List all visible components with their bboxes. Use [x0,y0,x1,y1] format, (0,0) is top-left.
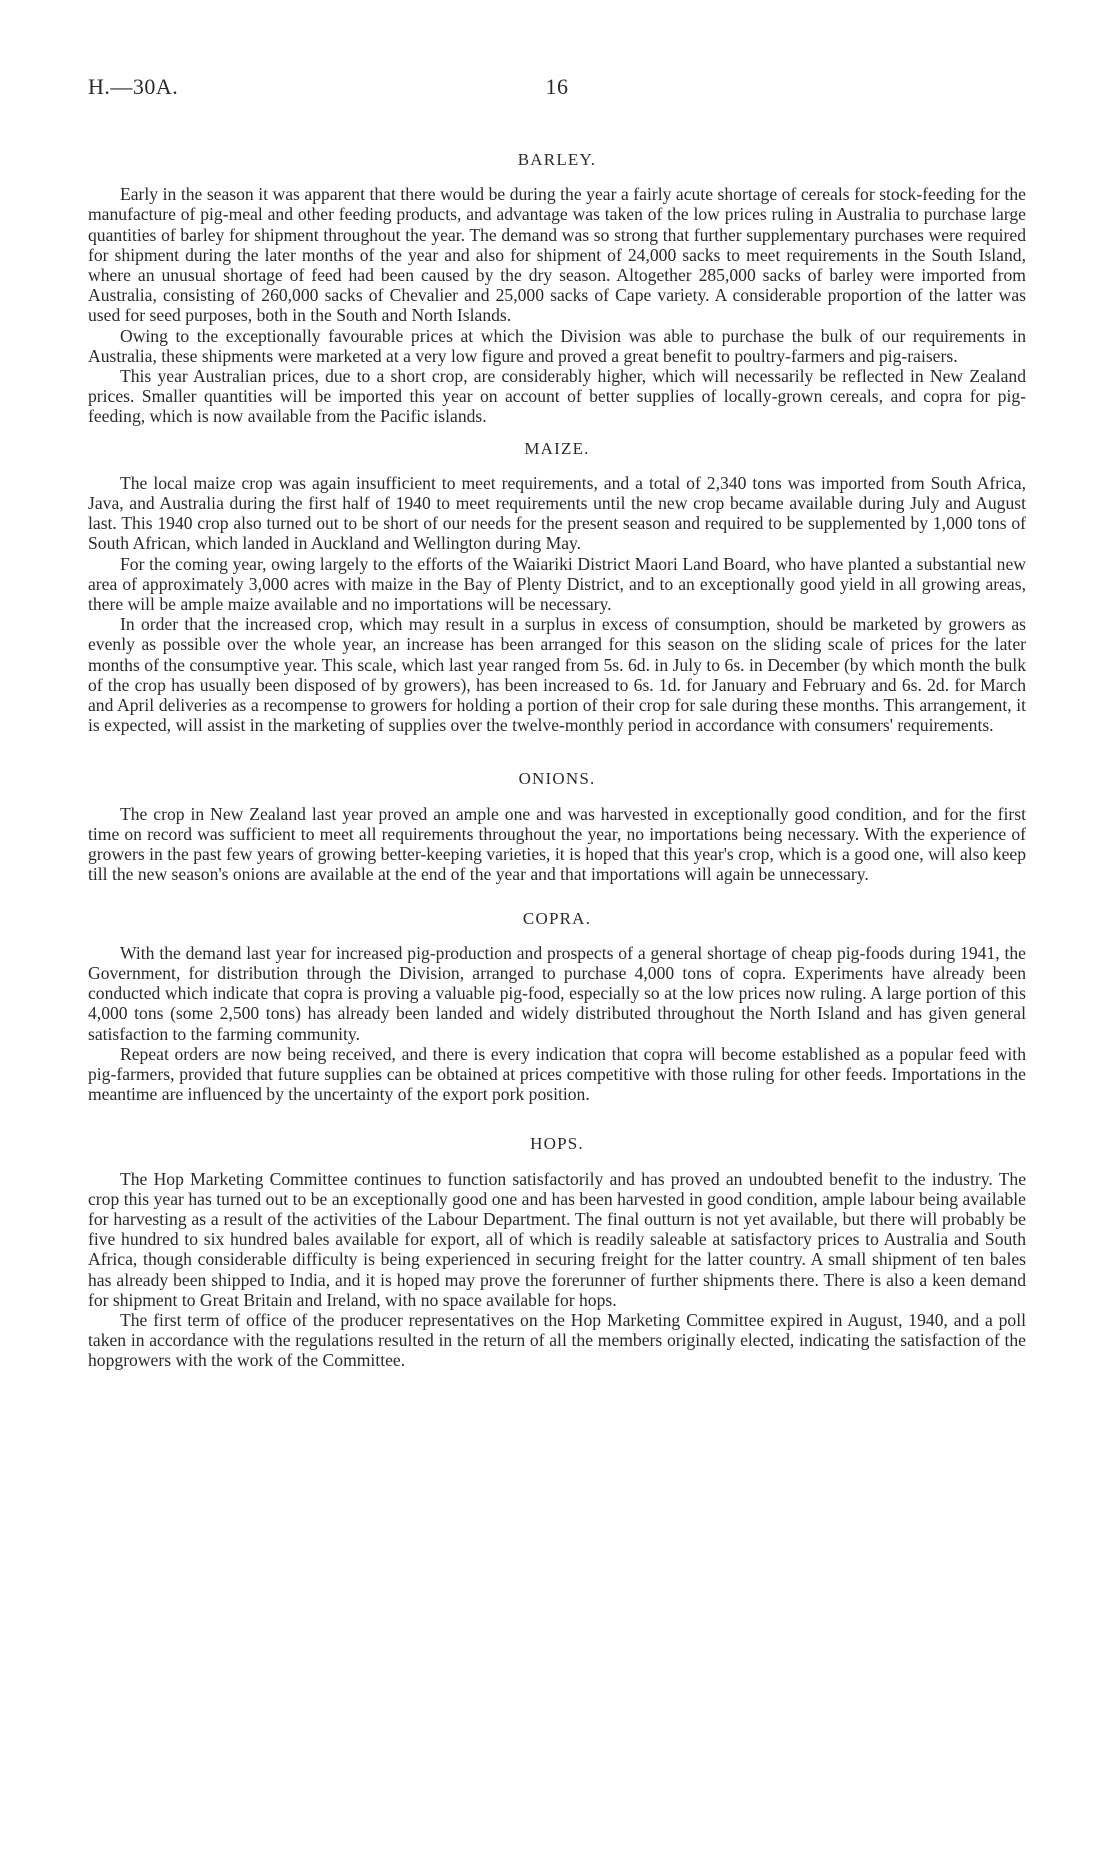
document-reference: H.—30A. [88,74,179,99]
section-copra [88,909,1026,1105]
paragraph: Repeat orders are now being received, and there is every indication that copra will become established as a popular feed with pig-farmers, provided that future supplies can be obtained at prices competitive with those ruling for other feeds. Importations in the meantime are influenced by the uncertainty of the export pork position. [88,1043,1026,1105]
section-maize [88,439,1026,736]
paragraph: For the coming year, owing largely to the efforts of the Waiariki District Maori Land Board, who have planted a substantial new area of approximately 3,000 acres with maize in the Bay of Plenty District, and to an exceptionally good yield in all growing areas, there will be ample maize available and no importations will be necessary. [88,553,1026,615]
paragraph: Early in the season it was apparent that there would be during the year a fairly acute shortage of cereals for stock-feeding for the manufacture of pig-meal and other feeding products, and advantage was taken of the low prices ruling in Australia to purchase large quantities of barley for shipment throughout the year. The demand was so strong that further supplementary purchases were required for shipment during the later months of the year and also for shipment of 24,000 sacks to meet requirements in the South Island, where an unusual shortage of feed had been caused by the dry season. Altogether 285,000 sacks of barley were imported from Australia, consisting of 260,000 sacks of Chevalier and 25,000 sacks of Cape variety. A considerable proportion of the latter was used for seed purposes, both in the South and North Islands. [88,184,1026,326]
section-heading-maize: MAIZE. [524,438,590,458]
section-barley [88,150,1026,427]
section-heading-barley: BARLEY. [517,150,597,169]
section-heading-copra: COPRA. [522,908,592,928]
section-heading-hops: HOPS. [530,1134,584,1154]
paragraph: The first term of office of the producer representatives on the Hop Marketing Committee expired in August, 1940, and a poll taken in accordance with the regulations resulted in the return of all the members originally elected, indicating the satisfaction of the hopgrowers with the work of the Committee. [88,1309,1026,1371]
paragraph: In order that the increased crop, which may result in a surplus in excess of consumption, should be marketed by growers as evenly as possible over the whole year, an increase has been arranged for this season on the sliding scale of prices for the later months of the consumptive year. This scale, which last year ranged from 5s. 6d. in July to 6s. in December (by which month the bulk of the crop has usually been disposed of by growers), has been increased to 6s. 1d. for January and February and 6s. 2d. for March and April deliveries as a recompense to growers for holding a portion of their crop for sale during these months. This arrangement, it is expected, will assist in the marketing of supplies over the twelve-monthly period in accordance with consumers' requirements. [88,614,1026,736]
section-hops [88,1134,1026,1370]
page-body [88,150,1026,1371]
paragraph: The Hop Marketing Committee continues to function satisfactorily and has proved an undoubted benefit to the industry. The crop this year has turned out to be an exceptionally good one and has been harvested in good condition, ample labour being available for harvesting as a result of the activities of the Labour Department. The final outturn is not yet available, but there will probably be five hundred to six hundred bales available for export, all of which is readily saleable at satisfactory prices to Australia and South Africa, though considerable difficulty is being experienced in securing freight for the latter country. A small shipment of ten bales has already been shipped to India, and it is hoped may prove the forerunner of further shipments there. There is also a keen demand for shipment to Great Britain and Ireland, with no space available for hops. [88,1168,1026,1310]
paragraph: This year Australian prices, due to a short crop, are considerably higher, which will necessarily be reflected in New Zealand prices. Smaller quantities will be imported this year on account of better supplies of locally-grown cereals, and copra for pig-feeding, which is now available from the Pacific islands. [88,366,1026,427]
paragraph: With the demand last year for increased pig-production and prospects of a general shortage of cheap pig-foods during 1941, the Government, for distribution through the Division, arranged to purchase 4,000 tons of copra. Experiments have already been conducted which indicate that copra is proving a valuable pig-food, especially so at the low prices now ruling. A large portion of this 4,000 tons (some 2,500 tons) has already been landed and widely distributed throughout the North Island and has given general satisfaction to the farming community. [88,942,1026,1044]
section-heading-onions: ONIONS. [518,769,596,789]
section-onions [88,769,1026,884]
page-header [88,74,1026,104]
paragraph: The local maize crop was again insufficient to meet requirements, and a total of 2,340 tons was imported from South Africa, Java, and Australia during the first half of 1940 to meet requirements until the new crop became available during July and August last. This 1940 crop also turned out to be short of our needs for the present season and required to be supplemented by 1,000 tons of South African, which landed in Auckland and Wellington during May. [88,472,1026,554]
page-number: 16 [545,74,569,99]
paragraph: The crop in New Zealand last year proved an ample one and was harvested in exceptionally good condition, and for the first time on record was sufficient to meet all requirements throughout the year, no importations being necessary. With the experience of growers in the past few years of growing better-keeping varieties, it is hoped that this year's crop, which is a good one, will also keep till the new season's onions are available at the end of the year and that importations will again be unnecessary. [88,803,1026,885]
paragraph: Owing to the exceptionally favourable prices at which the Division was able to purchase the bulk of our requirements in Australia, these shipments were marketed at a very low figure and proved a great benefit to poultry-farmers and pig-raisers. [88,325,1026,366]
